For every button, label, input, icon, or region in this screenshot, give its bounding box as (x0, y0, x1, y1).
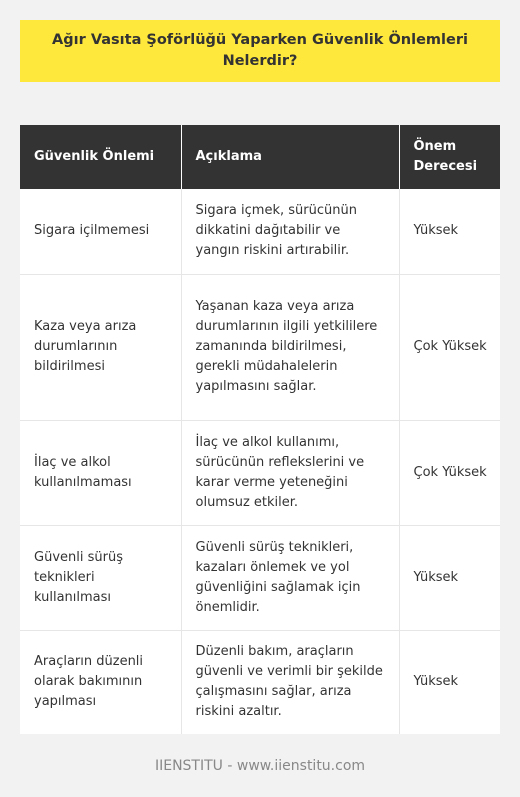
page-title: Ağır Vasıta Şoförlüğü Yaparken Güvenlik Önlemleri Nelerdir? (52, 32, 468, 69)
cell-description: Sigara içmek, sürücünün dikkatini dağıtabilir ve yangın riskini artırabilir. (181, 189, 399, 274)
footer-credit: IIENSTITU - www.iienstitu.com (154, 758, 366, 774)
table-row (20, 525, 500, 630)
table-row (20, 274, 500, 420)
cell-importance: Çok Yüksek (399, 274, 500, 420)
cell-description: Yaşanan kaza veya arıza durumlarının ilgili yetkililere zamanında bildirilmesi, gerekli müdahalelerin yapılmasını sağlar. (181, 274, 399, 420)
table-row (20, 189, 500, 274)
cell-measure: Kaza veya arıza durumlarının bildirilmesi (20, 274, 181, 420)
cell-importance: Yüksek (399, 525, 500, 630)
cell-measure: İlaç ve alkol kullanılmaması (20, 420, 181, 525)
cell-measure: Araçların düzenli olarak bakımının yapılması (20, 630, 181, 734)
table-row (20, 630, 500, 734)
header-importance: Önem Derecesi (399, 125, 500, 189)
cell-importance: Çok Yüksek (399, 420, 500, 525)
cell-description: Güvenli sürüş teknikleri, kazaları önlemek ve yol güvenliğini sağlamak için önemlidir. (181, 525, 399, 630)
safety-measures-table (20, 125, 500, 734)
cell-measure: Güvenli sürüş teknikleri kullanılması (20, 525, 181, 630)
cell-importance: Yüksek (399, 189, 500, 274)
header-description: Açıklama (181, 125, 399, 189)
cell-description: İlaç ve alkol kullanımı, sürücünün reflekslerini ve karar verme yeteneğini olumsuz etkiler. (181, 420, 399, 525)
cell-importance: Yüksek (399, 630, 500, 734)
cell-description: Düzenli bakım, araçların güvenli ve verimli bir şekilde çalışmasını sağlar, arıza riskini azaltır. (181, 630, 399, 734)
table-header-row (20, 125, 500, 189)
header-measure: Güvenlik Önlemi (20, 125, 181, 189)
table-row (20, 420, 500, 525)
cell-measure: Sigara içilmemesi (20, 189, 181, 274)
title-banner (20, 20, 500, 82)
